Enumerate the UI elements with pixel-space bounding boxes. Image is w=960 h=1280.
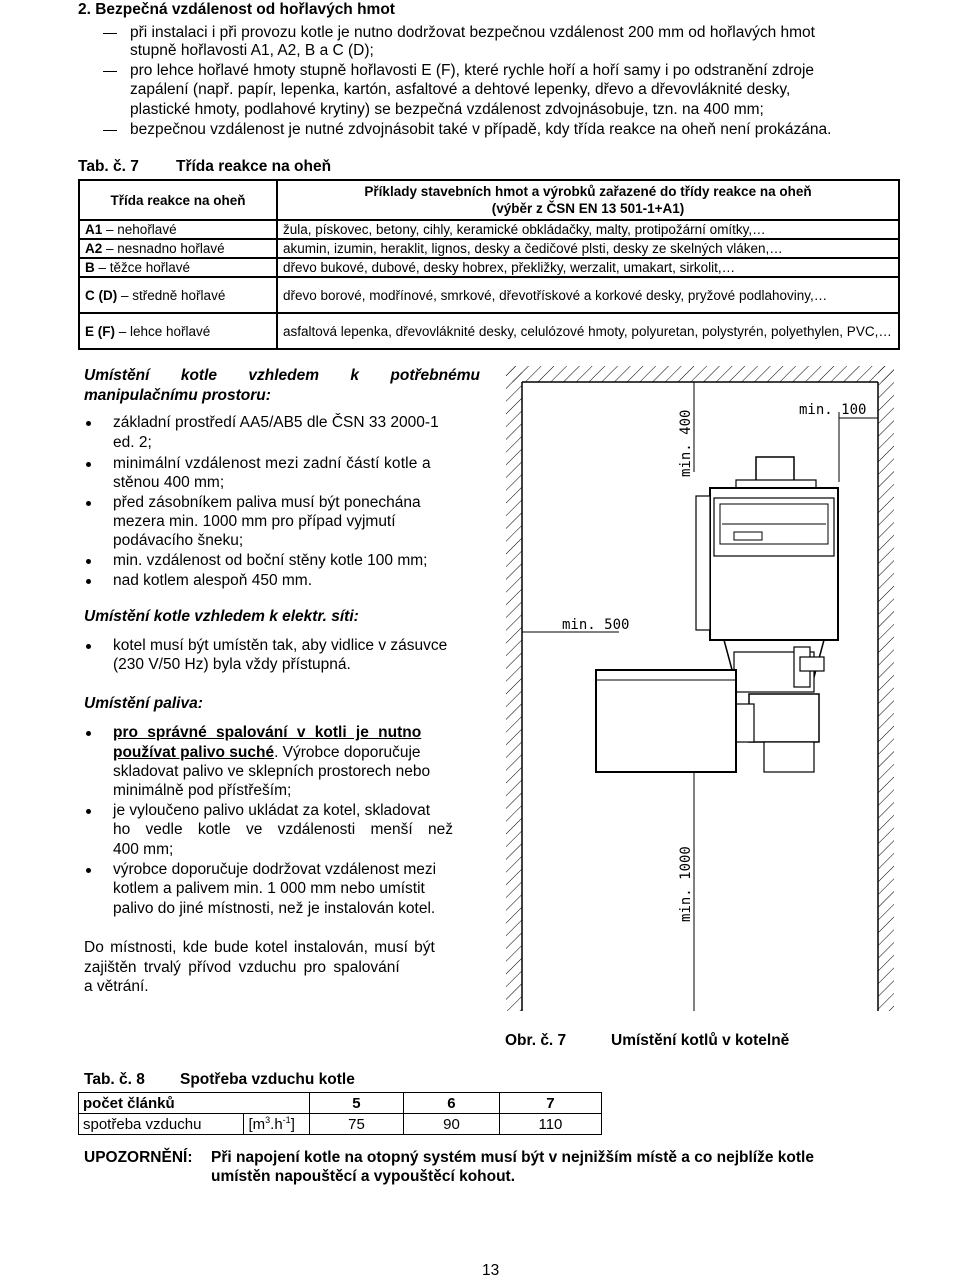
figure-label: Obr. č. 7 [505,1032,567,1049]
paragraph: zajištěn trvalý přívod vzduchu pro spalování [84,959,400,976]
warning-text: Při napojení kotle na otopný systém musí být v nejnižším místě a co nejblíže kotle [211,1149,814,1166]
list-item-cont: mezera min. 1000 mm pro případ vyjmutí [113,513,396,530]
tab7-title: Třída reakce na oheň [176,158,332,175]
paragraph: a větrání. [84,978,149,995]
list-item: je vyloučeno palivo ukládat za kotel, skladovat [113,802,431,819]
warning-text: umístěn napouštěcí a vypouštěcí kohout. [211,1168,516,1185]
tab8-title: Spotřeba vzduchu kotle [180,1071,355,1088]
boiler-room-diagram [494,362,906,1022]
tab8-label: Tab. č. 8 [84,1071,145,1088]
list-item-cont: (230 V/50 Hz) byla vždy přístupná. [113,656,351,673]
fuel-hopper [596,670,736,772]
list-item: základní prostředí AA5/AB5 dle ČSN 33 2000-1 [113,414,439,431]
table-row: A1 – nehořlavé žula, pískovec, betony, cihly, keramické obkládačky, malty, protipožární omítky,… [79,220,899,239]
placement-heading: Umístění kotle vzhledem k potřebnému manipulačnímu prostoru: [84,367,480,404]
warning-label: UPOZORNĚNÍ: [84,1149,193,1166]
tab7-col2-header: Příklady stavebních hmot a výrobků zařazené do třídy reakce na oheň (výběr z ČSN EN 13 501-1+A1) [277,180,899,220]
bullet-text: stupně hořlavosti A1, A2, B a C (D); [130,42,374,59]
table-row: C (D) – středně hořlavé dřevo borové, modřínové, smrkové, dřevotřískové a korkové desky, pryžové podlahoviny,… [79,277,899,313]
list-item-cont: používat palivo suché. Výrobce doporučuje [113,744,421,761]
list-item: výrobce doporučuje dodržovat vzdálenost mezi [113,861,437,878]
list-item: pro správné spalování v kotli je nutno [113,724,422,741]
dim-min-1000-label: min. 1000 [678,846,694,922]
dim-min-400-label: min. 400 [678,409,694,477]
list-item-cont: kotlem a palivem min. 1 000 mm nebo umístit [113,880,425,897]
table-row: spotřeba vzduchu $[m^3.h^{-1}]$ 75 90 110 [79,1114,602,1135]
top-wall [506,366,894,382]
paragraph: Do místnosti, kde bude kotel instalován, musí být [84,939,435,956]
bullet-text: při instalaci i při provozu kotle je nutno dodržovat bezpečnou vzdálenost 200 mm od hořlavých hmot [130,24,815,41]
bullet-text: bezpečnou vzdálenost je nutné zdvojnásobit také v případě, kdy třída reakce na oheň není prokázána. [130,121,832,138]
air-consumption-table [78,1092,602,1135]
list-item: před zásobníkem paliva musí být ponechána [113,494,421,511]
tab7-label: Tab. č. 7 [78,158,139,175]
list-item-cont: palivo do jiné místnosti, než je instalován kotel. [113,900,436,917]
list-item-cont: ed. 2; [113,434,152,451]
page-number: 13 [482,1262,500,1279]
list-item-cont: skladovat palivo ve sklepních prostorech nebo [113,763,431,780]
fuel-heading: Umístění paliva: [84,695,203,712]
dim-min-500-label: min. 500 [562,617,630,633]
list-item-cont: podávacího šneku; [113,532,244,549]
list-item-cont: stěnou 400 mm; [113,474,225,491]
table-row: počet článků 5 6 7 [79,1093,602,1114]
table-row: E (F) – lehce hořlavé asfaltová lepenka, dřevovláknité desky, celulózové hmoty, polyuretan, polystyrén, polyethylen, PVC,… [79,313,899,349]
table-row: B – těžce hořlavé dřevo bukové, dubové, desky hobrex, překližky, werzalit, umakart, sirkolit,… [79,258,899,277]
left-wall [506,366,522,1011]
bullet-text: plastické hmoty, podlahové krytiny) se bezpečná vzdálenost zdvojnásobuje, tzn. na 400 mm; [130,101,764,118]
dim-min-100-label: min. 100 [799,402,867,418]
list-item-cont: 400 mm; [113,841,174,858]
list-item: minimální vzdálenost mezi zadní částí kotle a [113,455,431,472]
tab7-col1-header: Třída reakce na oheň [79,180,277,220]
table-row: A2 – nesnadno hořlavé akumin, izumin, heraklit, lignos, desky a čedičové plsti, desky ze skelných vláken,… [79,239,899,258]
list-item-cont: ho vedle kotle ve vzdálenosti menší než [113,821,453,838]
list-item: kotel musí být umístěn tak, aby vidlice v zásuvce [113,637,448,654]
bullet-text: zapálení (např. papír, lepenka, kartón, asfaltové a dehtové lepenky, dřevo a dřevovláknité desky, [130,81,791,98]
bullet-text: pro lehce hořlavé hmoty stupně hořlavosti E (F), které rychle hoří a hoří samy i po odstranění zdroje [130,62,815,79]
list-item-cont: minimálně pod přístřeším; [113,782,292,799]
right-wall [878,366,894,1011]
electric-heading: Umístění kotle vzhledem k elektr. síti: [84,608,359,625]
section-heading: 2. Bezpečná vzdálenost od hořlavých hmot [78,1,395,18]
list-item: min. vzdálenost od boční stěny kotle 100 mm; [113,552,428,569]
fire-class-table [78,179,900,350]
figure-caption: Umístění kotlů v kotelně [611,1032,790,1049]
list-item: nad kotlem alespoň 450 mm. [113,572,313,589]
